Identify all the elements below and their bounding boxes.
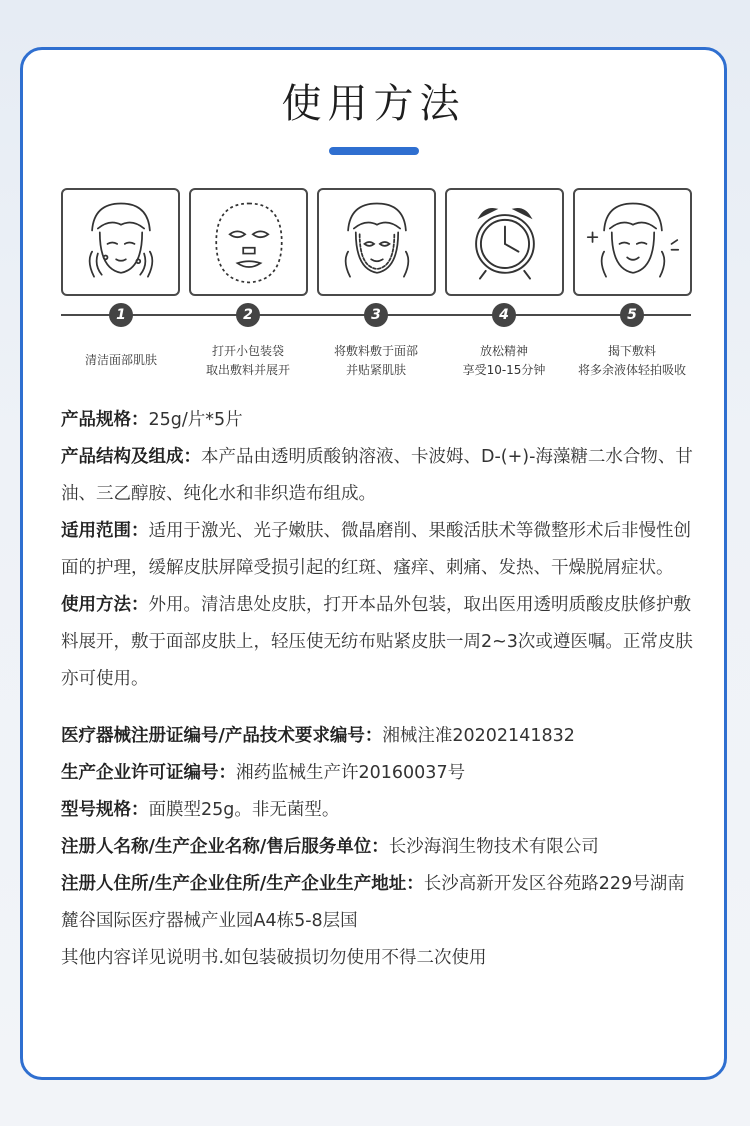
address-paragraph [61,866,701,940]
license-label: 生产企业许可证编号： [61,763,236,783]
step-3-caption [311,342,441,380]
pat-face-icon [575,190,690,294]
scope-value: 适用于激光、光子嫩肤、微晶磨削、果酸活肤术等微整形术后非慢性创面的护理，缓解皮肤屏障受损引起的红斑、瘙痒、刺痛、发热、干燥脱屑症状。 [61,521,691,578]
step-5-caption-line1: 揭下敷料 [607,344,656,358]
face-washing-icon [63,190,178,294]
composition-paragraph [61,439,701,513]
step-3-number: 3 [364,303,388,327]
model-value: 面膜型25g。非无菌型。 [148,800,340,820]
registration-paragraph [61,718,701,755]
step-1-caption-line1: 清洁面部肌肤 [84,353,157,367]
composition-value: 本产品由透明质酸钠溶液、卡波姆、D-(+)-海藻糖二水合物、甘油、三乙醇胺、纯化水和非织造布组成。 [61,447,693,504]
step-4-caption-line1: 放松精神 [479,344,528,358]
spec-paragraph [61,402,701,439]
step-3-caption-line1: 将敷料敷于面部 [333,344,418,358]
steps-row [23,50,730,390]
usage-paragraph [61,587,701,698]
composition-label: 产品结构及组成： [61,447,201,467]
step-4-caption [439,342,569,380]
step-3-caption-line2: 并贴紧肌肤 [345,363,406,377]
step-4-number: 4 [492,303,516,327]
note-paragraph: 其他内容详见说明书.如包装破损切勿使用不得二次使用 [61,948,487,968]
step-5-caption-line2: 将多余液体轻拍吸收 [577,363,686,377]
step-5-illustration [573,188,692,296]
registrant-label: 注册人名称/生产企业名称/售后服务单位： [61,837,389,857]
step-1-illustration [61,188,180,296]
product-info [61,402,701,977]
registration-label: 医疗器械注册证编号/产品技术要求编号： [61,726,383,746]
spec-value: 25g/片*5片 [148,410,243,430]
apply-mask-icon [319,190,434,294]
step-2-illustration [189,188,308,296]
scope-paragraph [61,513,701,587]
step-5-number: 5 [620,303,644,327]
page-title: 使用方法 [281,81,466,127]
step-4-caption-line2: 享受10-15分钟 [462,363,546,377]
step-2-caption-line1: 打开小包装袋 [211,344,284,358]
license-value: 湘药监械生产许20160037号 [236,763,466,783]
step-1-number: 1 [109,303,133,327]
address-label: 注册人住所/生产企业住所/生产企业生产地址： [61,874,424,894]
step-4-illustration [445,188,564,296]
info-card [20,47,727,1080]
address-value: 长沙高新开发区谷苑路229号湖南麓谷国际医疗器械产业园A4栋5-8层国 [61,874,685,931]
step-2-caption [183,342,313,380]
section-gap [61,698,701,718]
license-paragraph [61,755,701,792]
registrant-value: 长沙海润生物技术有限公司 [388,837,599,857]
step-5-caption [567,342,697,380]
scope-label: 适用范围： [61,521,149,541]
usage-value: 外用。清洁患处皮肤，打开本品外包装，取出医用透明质酸皮肤修护敷料展开，敷于面部皮肤上，轻压使无纺布贴紧皮肤一周2~3次或遵医嘱。正常皮肤亦可使用。 [61,595,693,689]
step-1-caption [56,342,186,370]
model-paragraph [61,792,701,829]
alarm-clock-icon [447,190,562,294]
spec-label: 产品规格： [61,410,149,430]
registration-value: 湘械注准20202141832 [382,726,575,746]
step-2-caption-line2: 取出敷料并展开 [205,363,290,377]
face-mask-sheet-icon [191,190,306,294]
registrant-paragraph [61,829,701,866]
usage-label: 使用方法： [61,595,149,615]
step-3-illustration [317,188,436,296]
model-label: 型号规格： [61,800,149,820]
step-2-number: 2 [236,303,260,327]
